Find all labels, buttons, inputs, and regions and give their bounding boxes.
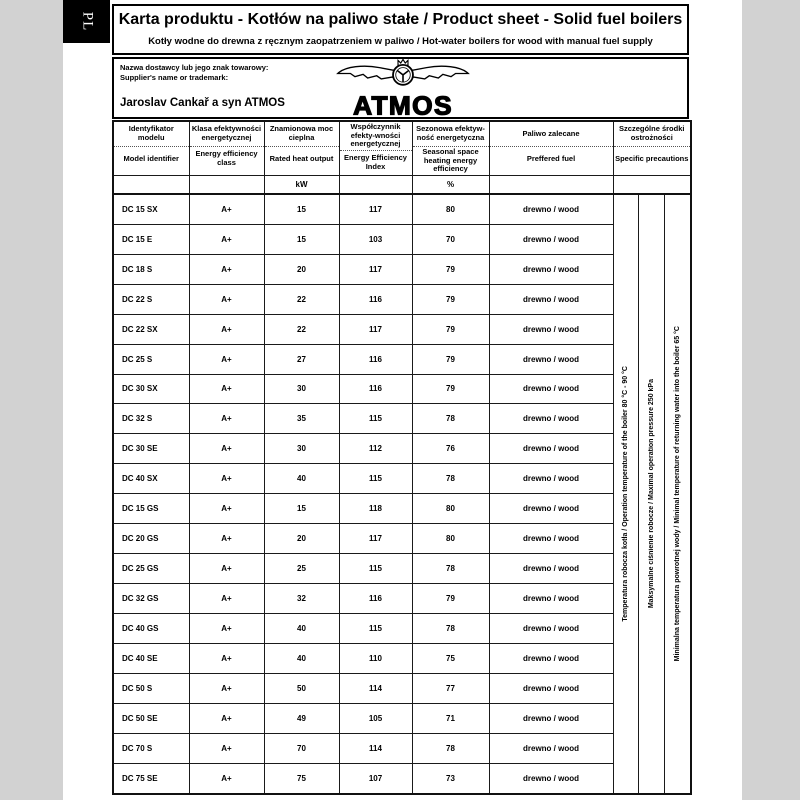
cell-output: 50 [264, 673, 339, 703]
cell-eei: 115 [339, 554, 412, 584]
cell-output: 20 [264, 524, 339, 554]
cell-output: 22 [264, 314, 339, 344]
column-header-pl: Klasa efektywności energetycznej [190, 122, 264, 147]
cell-seasonal: 70 [412, 224, 489, 254]
cell-class: A+ [189, 733, 264, 763]
cell-class: A+ [189, 494, 264, 524]
cell-seasonal: 78 [412, 733, 489, 763]
cell-class: A+ [189, 314, 264, 344]
cell-seasonal: 78 [412, 614, 489, 644]
table-row [113, 464, 691, 494]
cell-seasonal: 78 [412, 464, 489, 494]
cell-model: DC 40 GS [113, 614, 189, 644]
column-header-en: Model identifier [123, 153, 179, 163]
column-header [339, 121, 412, 175]
cell-eei: 112 [339, 434, 412, 464]
cell-fuel: drewno / wood [489, 254, 613, 284]
cell-eei: 115 [339, 614, 412, 644]
column-header-en: Seasonal space heating energy efficiency [422, 147, 479, 174]
cell-seasonal: 78 [412, 554, 489, 584]
cell-seasonal: 79 [412, 314, 489, 344]
cell-class: A+ [189, 614, 264, 644]
unit-cell [489, 175, 613, 194]
cell-class: A+ [189, 554, 264, 584]
cell-eei: 117 [339, 314, 412, 344]
column-header [489, 121, 613, 175]
supplier-labels [120, 63, 268, 83]
cell-model: DC 70 S [113, 733, 189, 763]
cell-output: 27 [264, 344, 339, 374]
cell-seasonal: 73 [412, 763, 489, 794]
cell-seasonal: 80 [412, 524, 489, 554]
cell-fuel: drewno / wood [489, 554, 613, 584]
table-unit-row [113, 175, 691, 194]
atmos-wings-emblem-icon [338, 59, 469, 84]
table-row [113, 733, 691, 763]
cell-fuel: drewno / wood [489, 673, 613, 703]
cell-eei: 114 [339, 733, 412, 763]
unit-cell-percent: % [412, 175, 489, 194]
cell-class: A+ [189, 434, 264, 464]
cell-model: DC 25 GS [113, 554, 189, 584]
cell-output: 40 [264, 614, 339, 644]
cell-seasonal: 77 [412, 673, 489, 703]
table-row [113, 524, 691, 554]
table-row [113, 224, 691, 254]
cell-fuel: drewno / wood [489, 584, 613, 614]
column-header-en: Rated heat output [269, 153, 334, 163]
column-header [113, 121, 189, 175]
cell-class: A+ [189, 464, 264, 494]
cell-fuel: drewno / wood [489, 344, 613, 374]
precaution-vertical-text: Temperatura robocza kotła / Operation temperature of the boiler 80 °C - 90 °C [622, 366, 630, 622]
cell-eei: 105 [339, 703, 412, 733]
cell-output: 30 [264, 434, 339, 464]
table-row [113, 643, 691, 673]
cell-eei: 116 [339, 284, 412, 314]
cell-fuel: drewno / wood [489, 733, 613, 763]
precaution-column [664, 195, 690, 793]
cell-model: DC 22 SX [113, 314, 189, 344]
cell-seasonal: 80 [412, 194, 489, 224]
cell-eei: 115 [339, 404, 412, 434]
column-header-pl: Paliwo zalecane [490, 122, 613, 147]
precaution-column [614, 195, 639, 793]
precaution-vertical-text: Maksymalne ciśnienie robocze / Maximal operation pressure 250 kPa [648, 379, 656, 609]
unit-cell-kw: kW [264, 175, 339, 194]
cell-class: A+ [189, 224, 264, 254]
column-header-en: Energy Efficiency Index [344, 153, 407, 171]
precautions-columns [614, 195, 691, 793]
column-header-pl: Identyfikator modelu [114, 122, 189, 147]
cell-fuel: drewno / wood [489, 404, 613, 434]
cell-seasonal: 79 [412, 254, 489, 284]
page-title: Karta produktu - Kotłów na paliwo stałe / Product sheet - Solid fuel boilers [118, 11, 683, 28]
cell-fuel: drewno / wood [489, 434, 613, 464]
cell-output: 35 [264, 404, 339, 434]
cell-output: 22 [264, 284, 339, 314]
cell-class: A+ [189, 763, 264, 794]
cell-fuel: drewno / wood [489, 524, 613, 554]
cell-output: 75 [264, 763, 339, 794]
cell-eei: 117 [339, 194, 412, 224]
cell-fuel: drewno / wood [489, 224, 613, 254]
cell-seasonal: 76 [412, 434, 489, 464]
cell-seasonal: 79 [412, 374, 489, 404]
cell-fuel: drewno / wood [489, 494, 613, 524]
table-row [113, 434, 691, 464]
supplier-label-en: Supplier's name or trademark: [120, 73, 229, 83]
cell-class: A+ [189, 673, 264, 703]
cell-output: 40 [264, 643, 339, 673]
supplier-name: Jaroslav Cankař a syn ATMOS [120, 97, 285, 109]
cell-model: DC 15 E [113, 224, 189, 254]
table-row [113, 614, 691, 644]
language-tab-label: PL [78, 11, 95, 32]
column-header-en: Energy efficiency class [195, 149, 258, 167]
table-row [113, 673, 691, 703]
cell-model: DC 75 SE [113, 763, 189, 794]
cell-output: 15 [264, 194, 339, 224]
cell-class: A+ [189, 284, 264, 314]
table-row [113, 584, 691, 614]
cell-model: DC 50 SE [113, 703, 189, 733]
cell-seasonal: 80 [412, 494, 489, 524]
cell-class: A+ [189, 374, 264, 404]
cell-eei: 116 [339, 584, 412, 614]
column-header-en: Preffered fuel [526, 153, 576, 163]
unit-cell [189, 175, 264, 194]
table-row [113, 703, 691, 733]
cell-class: A+ [189, 254, 264, 284]
product-table [112, 120, 692, 795]
column-header-en: Specific precautions [615, 153, 689, 163]
cell-fuel: drewno / wood [489, 614, 613, 644]
table-row [113, 194, 691, 224]
cell-output: 30 [264, 374, 339, 404]
cell-output: 15 [264, 494, 339, 524]
page-subtitle: Kotły wodne do drewna z ręcznym zaopatrzeniem w paliwo / Hot-water boilers for wood with manual fuel supply [148, 36, 653, 47]
cell-class: A+ [189, 524, 264, 554]
cell-model: DC 50 S [113, 673, 189, 703]
column-header [264, 121, 339, 175]
cell-model: DC 15 SX [113, 194, 189, 224]
cell-model: DC 30 SE [113, 434, 189, 464]
cell-eei: 118 [339, 494, 412, 524]
cell-model: DC 40 SE [113, 643, 189, 673]
cell-output: 20 [264, 254, 339, 284]
cell-seasonal: 79 [412, 584, 489, 614]
cell-class: A+ [189, 703, 264, 733]
cell-fuel: drewno / wood [489, 703, 613, 733]
boiler-rows [113, 194, 691, 794]
cell-fuel: drewno / wood [489, 763, 613, 794]
precautions-cell [613, 194, 691, 794]
cell-model: DC 20 GS [113, 524, 189, 554]
cell-class: A+ [189, 404, 264, 434]
cell-fuel: drewno / wood [489, 284, 613, 314]
precaution-column [638, 195, 664, 793]
cell-class: A+ [189, 643, 264, 673]
cell-output: 32 [264, 584, 339, 614]
cell-class: A+ [189, 194, 264, 224]
cell-fuel: drewno / wood [489, 314, 613, 344]
cell-model: DC 22 S [113, 284, 189, 314]
cell-eei: 110 [339, 643, 412, 673]
cell-eei: 103 [339, 224, 412, 254]
cell-model: DC 32 GS [113, 584, 189, 614]
unit-cell [339, 175, 412, 194]
unit-cell [613, 175, 691, 194]
unit-cell [113, 175, 189, 194]
cell-fuel: drewno / wood [489, 643, 613, 673]
table-row [113, 254, 691, 284]
cell-seasonal: 75 [412, 643, 489, 673]
cell-eei: 114 [339, 673, 412, 703]
table-row [113, 374, 691, 404]
column-header-pl: Szczególne środki ostrożności [614, 122, 691, 147]
atmos-logo [332, 59, 474, 117]
cell-fuel: drewno / wood [489, 464, 613, 494]
cell-seasonal: 79 [412, 284, 489, 314]
table-row [113, 404, 691, 434]
column-header [613, 121, 691, 175]
cell-eei: 115 [339, 464, 412, 494]
column-header-pl: Współczynnik efekty-wności energetycznej [340, 122, 412, 151]
cell-model: DC 40 SX [113, 464, 189, 494]
cell-eei: 116 [339, 344, 412, 374]
cell-fuel: drewno / wood [489, 374, 613, 404]
cell-model: DC 30 SX [113, 374, 189, 404]
cell-seasonal: 78 [412, 404, 489, 434]
cell-eei: 117 [339, 524, 412, 554]
table-row [113, 344, 691, 374]
precaution-vertical-text: Minimalna temperatura powrotnej wody / Minimal temperature of returning water into the boiler 65 °C [674, 326, 682, 662]
title-box [112, 4, 689, 55]
cell-fuel: drewno / wood [489, 194, 613, 224]
cell-output: 49 [264, 703, 339, 733]
language-tab [63, 0, 110, 43]
cell-eei: 107 [339, 763, 412, 794]
cell-output: 15 [264, 224, 339, 254]
cell-model: DC 15 GS [113, 494, 189, 524]
atmos-logo-text: ATMOS [353, 90, 453, 117]
cell-model: DC 25 S [113, 344, 189, 374]
column-header [189, 121, 264, 175]
table-row [113, 763, 691, 794]
table-row [113, 494, 691, 524]
table-row [113, 554, 691, 584]
column-header [412, 121, 489, 175]
cell-output: 40 [264, 464, 339, 494]
cell-model: DC 32 S [113, 404, 189, 434]
cell-model: DC 18 S [113, 254, 189, 284]
cell-seasonal: 71 [412, 703, 489, 733]
column-header-pl: Znamionowa moc cieplna [265, 122, 339, 147]
supplier-label-pl: Nazwa dostawcy lub jego znak towarowy: [120, 63, 269, 72]
cell-output: 70 [264, 733, 339, 763]
cell-eei: 117 [339, 254, 412, 284]
cell-class: A+ [189, 584, 264, 614]
table-row [113, 284, 691, 314]
cell-eei: 116 [339, 374, 412, 404]
cell-output: 25 [264, 554, 339, 584]
cell-seasonal: 79 [412, 344, 489, 374]
column-header-pl: Sezonowa efektyw-ność energetyczna [413, 122, 489, 147]
cell-class: A+ [189, 344, 264, 374]
table-row [113, 314, 691, 344]
table-header-row [113, 121, 691, 175]
